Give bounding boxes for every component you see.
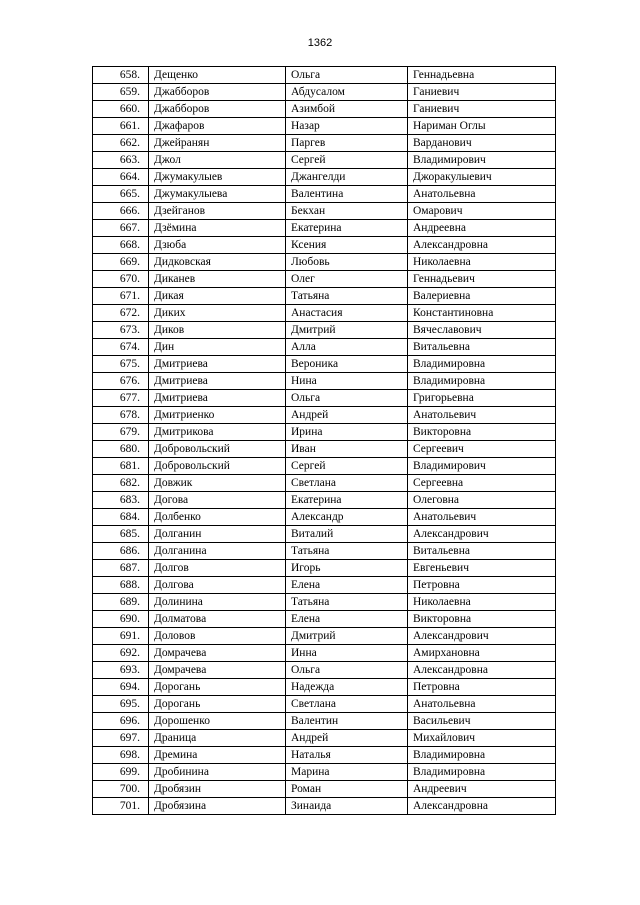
- surname-cell: Дробязин: [149, 781, 286, 798]
- surname-cell: Долинина: [149, 594, 286, 611]
- surname-cell: Долганина: [149, 543, 286, 560]
- patronymic-cell: Петровна: [408, 577, 556, 594]
- table-row: [93, 628, 556, 645]
- table-row: [93, 169, 556, 186]
- table-row: [93, 560, 556, 577]
- row-number-cell: 695.: [93, 696, 149, 713]
- table-row: [93, 424, 556, 441]
- row-number-cell: 686.: [93, 543, 149, 560]
- table-row: [93, 135, 556, 152]
- first-name-cell: Паргев: [286, 135, 408, 152]
- row-number-cell: 675.: [93, 356, 149, 373]
- first-name-cell: Ксения: [286, 237, 408, 254]
- surname-cell: Дикая: [149, 288, 286, 305]
- patronymic-cell: Геннадьевич: [408, 271, 556, 288]
- row-number-cell: 684.: [93, 509, 149, 526]
- first-name-cell: Дмитрий: [286, 628, 408, 645]
- patronymic-cell: Владимирович: [408, 152, 556, 169]
- patronymic-cell: Валериевна: [408, 288, 556, 305]
- patronymic-cell: Анатольевна: [408, 186, 556, 203]
- table-row: [93, 288, 556, 305]
- row-number-cell: 691.: [93, 628, 149, 645]
- table-row: [93, 186, 556, 203]
- first-name-cell: Наталья: [286, 747, 408, 764]
- surname-cell: Дзюба: [149, 237, 286, 254]
- first-name-cell: Абдусалом: [286, 84, 408, 101]
- patronymic-cell: Сергеевич: [408, 441, 556, 458]
- patronymic-cell: Викторовна: [408, 611, 556, 628]
- row-number-cell: 674.: [93, 339, 149, 356]
- patronymic-cell: Джоракулыевич: [408, 169, 556, 186]
- table-row: [93, 220, 556, 237]
- first-name-cell: Назар: [286, 118, 408, 135]
- table-row: [93, 203, 556, 220]
- table-row: [93, 118, 556, 135]
- patronymic-cell: Петровна: [408, 679, 556, 696]
- table-row: [93, 577, 556, 594]
- first-name-cell: Иван: [286, 441, 408, 458]
- table-row: [93, 764, 556, 781]
- first-name-cell: Джангелди: [286, 169, 408, 186]
- first-name-cell: Елена: [286, 577, 408, 594]
- patronymic-cell: Олеговна: [408, 492, 556, 509]
- first-name-cell: Азимбой: [286, 101, 408, 118]
- row-number-cell: 697.: [93, 730, 149, 747]
- surname-cell: Джумакулыев: [149, 169, 286, 186]
- patronymic-cell: Константиновна: [408, 305, 556, 322]
- surname-cell: Долбенко: [149, 509, 286, 526]
- first-name-cell: Валентин: [286, 713, 408, 730]
- surname-cell: Домрачева: [149, 645, 286, 662]
- table-row: [93, 407, 556, 424]
- table-row: [93, 237, 556, 254]
- patronymic-cell: Нариман Оглы: [408, 118, 556, 135]
- first-name-cell: Дмитрий: [286, 322, 408, 339]
- first-name-cell: Татьяна: [286, 288, 408, 305]
- patronymic-cell: Владимировна: [408, 373, 556, 390]
- table-row: [93, 509, 556, 526]
- patronymic-cell: Александровна: [408, 662, 556, 679]
- patronymic-cell: Александровна: [408, 237, 556, 254]
- first-name-cell: Сергей: [286, 152, 408, 169]
- table-row: [93, 713, 556, 730]
- surname-cell: Добровольский: [149, 458, 286, 475]
- first-name-cell: Алла: [286, 339, 408, 356]
- first-name-cell: Зинаида: [286, 798, 408, 815]
- patronymic-cell: Ганиевич: [408, 101, 556, 118]
- patronymic-cell: Амирхановна: [408, 645, 556, 662]
- row-number-cell: 696.: [93, 713, 149, 730]
- row-number-cell: 660.: [93, 101, 149, 118]
- table-row: [93, 101, 556, 118]
- row-number-cell: 677.: [93, 390, 149, 407]
- surname-cell: Долганин: [149, 526, 286, 543]
- table-row: [93, 526, 556, 543]
- table-row: [93, 271, 556, 288]
- row-number-cell: 698.: [93, 747, 149, 764]
- row-number-cell: 671.: [93, 288, 149, 305]
- surname-cell: Долматова: [149, 611, 286, 628]
- first-name-cell: Екатерина: [286, 492, 408, 509]
- patronymic-cell: Анатольевич: [408, 509, 556, 526]
- first-name-cell: Екатерина: [286, 220, 408, 237]
- table-row: [93, 441, 556, 458]
- table-row: [93, 679, 556, 696]
- surname-cell: Диков: [149, 322, 286, 339]
- first-name-cell: Бекхан: [286, 203, 408, 220]
- surname-cell: Долгов: [149, 560, 286, 577]
- row-number-cell: 688.: [93, 577, 149, 594]
- first-name-cell: Светлана: [286, 475, 408, 492]
- patronymic-cell: Сергеевна: [408, 475, 556, 492]
- first-name-cell: Александр: [286, 509, 408, 526]
- surname-cell: Довжик: [149, 475, 286, 492]
- surname-cell: Дмитриева: [149, 373, 286, 390]
- surname-cell: Джабборов: [149, 101, 286, 118]
- table-row: [93, 781, 556, 798]
- first-name-cell: Игорь: [286, 560, 408, 577]
- first-name-cell: Валентина: [286, 186, 408, 203]
- surname-cell: Диких: [149, 305, 286, 322]
- surname-cell: Диканев: [149, 271, 286, 288]
- table-row: [93, 254, 556, 271]
- row-number-cell: 662.: [93, 135, 149, 152]
- row-number-cell: 679.: [93, 424, 149, 441]
- table-row: [93, 84, 556, 101]
- table-row: [93, 594, 556, 611]
- row-number-cell: 659.: [93, 84, 149, 101]
- patronymic-cell: Владимирович: [408, 458, 556, 475]
- first-name-cell: Любовь: [286, 254, 408, 271]
- row-number-cell: 682.: [93, 475, 149, 492]
- first-name-cell: Надежда: [286, 679, 408, 696]
- row-number-cell: 670.: [93, 271, 149, 288]
- surname-cell: Драница: [149, 730, 286, 747]
- table-row: [93, 611, 556, 628]
- table-row: [93, 475, 556, 492]
- row-number-cell: 685.: [93, 526, 149, 543]
- patronymic-cell: Владимировна: [408, 764, 556, 781]
- table-row: [93, 798, 556, 815]
- patronymic-cell: Александрович: [408, 526, 556, 543]
- row-number-cell: 701.: [93, 798, 149, 815]
- first-name-cell: Андрей: [286, 730, 408, 747]
- row-number-cell: 694.: [93, 679, 149, 696]
- patronymic-cell: Анатольевич: [408, 407, 556, 424]
- table-row: [93, 152, 556, 169]
- first-name-cell: Ольга: [286, 390, 408, 407]
- table-row: [93, 645, 556, 662]
- first-name-cell: Татьяна: [286, 594, 408, 611]
- patronymic-cell: Омарович: [408, 203, 556, 220]
- first-name-cell: Сергей: [286, 458, 408, 475]
- patronymic-cell: Александровна: [408, 798, 556, 815]
- patronymic-cell: Владимировна: [408, 356, 556, 373]
- surname-cell: Дмитрикова: [149, 424, 286, 441]
- row-number-cell: 673.: [93, 322, 149, 339]
- table-row: [93, 747, 556, 764]
- surname-cell: Доловов: [149, 628, 286, 645]
- first-name-cell: Нина: [286, 373, 408, 390]
- patronymic-cell: Евгеньевич: [408, 560, 556, 577]
- table-row: [93, 730, 556, 747]
- row-number-cell: 680.: [93, 441, 149, 458]
- row-number-cell: 665.: [93, 186, 149, 203]
- table-row: [93, 492, 556, 509]
- surname-cell: Джабборов: [149, 84, 286, 101]
- first-name-cell: Инна: [286, 645, 408, 662]
- patronymic-cell: Григорьевна: [408, 390, 556, 407]
- patronymic-cell: Васильевич: [408, 713, 556, 730]
- surname-cell: Дмитриенко: [149, 407, 286, 424]
- surname-cell: Джафаров: [149, 118, 286, 135]
- patronymic-cell: Николаевна: [408, 594, 556, 611]
- patronymic-cell: Витальевна: [408, 339, 556, 356]
- surname-cell: Дорогань: [149, 679, 286, 696]
- table-row: [93, 67, 556, 84]
- surname-cell: Дмитриева: [149, 356, 286, 373]
- patronymic-cell: Вячеславович: [408, 322, 556, 339]
- roster-body: [93, 67, 556, 815]
- row-number-cell: 687.: [93, 560, 149, 577]
- row-number-cell: 689.: [93, 594, 149, 611]
- first-name-cell: Роман: [286, 781, 408, 798]
- first-name-cell: Анастасия: [286, 305, 408, 322]
- row-number-cell: 666.: [93, 203, 149, 220]
- patronymic-cell: Андреевна: [408, 220, 556, 237]
- surname-cell: Добровольский: [149, 441, 286, 458]
- row-number-cell: 667.: [93, 220, 149, 237]
- first-name-cell: Ольга: [286, 67, 408, 84]
- row-number-cell: 661.: [93, 118, 149, 135]
- table-row: [93, 662, 556, 679]
- surname-cell: Дорогань: [149, 696, 286, 713]
- surname-cell: Джол: [149, 152, 286, 169]
- surname-cell: Дидковская: [149, 254, 286, 271]
- row-number-cell: 699.: [93, 764, 149, 781]
- surname-cell: Догова: [149, 492, 286, 509]
- page-number: 1362: [307, 37, 333, 49]
- surname-cell: Дзейганов: [149, 203, 286, 220]
- row-number-cell: 658.: [93, 67, 149, 84]
- roster-table: [92, 66, 556, 815]
- patronymic-cell: Александрович: [408, 628, 556, 645]
- row-number-cell: 676.: [93, 373, 149, 390]
- patronymic-cell: Варданович: [408, 135, 556, 152]
- row-number-cell: 663.: [93, 152, 149, 169]
- row-number-cell: 678.: [93, 407, 149, 424]
- surname-cell: Домрачева: [149, 662, 286, 679]
- surname-cell: Дещенко: [149, 67, 286, 84]
- first-name-cell: Елена: [286, 611, 408, 628]
- surname-cell: Долгова: [149, 577, 286, 594]
- row-number-cell: 681.: [93, 458, 149, 475]
- patronymic-cell: Михайлович: [408, 730, 556, 747]
- first-name-cell: Вероника: [286, 356, 408, 373]
- row-number-cell: 668.: [93, 237, 149, 254]
- table-row: [93, 322, 556, 339]
- table-row: [93, 305, 556, 322]
- first-name-cell: Ирина: [286, 424, 408, 441]
- first-name-cell: Олег: [286, 271, 408, 288]
- patronymic-cell: Витальевна: [408, 543, 556, 560]
- first-name-cell: Ольга: [286, 662, 408, 679]
- surname-cell: Дмитриева: [149, 390, 286, 407]
- table-row: [93, 696, 556, 713]
- table-row: [93, 458, 556, 475]
- first-name-cell: Светлана: [286, 696, 408, 713]
- row-number-cell: 692.: [93, 645, 149, 662]
- row-number-cell: 690.: [93, 611, 149, 628]
- patronymic-cell: Андреевич: [408, 781, 556, 798]
- first-name-cell: Андрей: [286, 407, 408, 424]
- table-row: [93, 390, 556, 407]
- row-number-cell: 664.: [93, 169, 149, 186]
- surname-cell: Дробинина: [149, 764, 286, 781]
- patronymic-cell: Владимировна: [408, 747, 556, 764]
- patronymic-cell: Анатольевна: [408, 696, 556, 713]
- row-number-cell: 672.: [93, 305, 149, 322]
- row-number-cell: 693.: [93, 662, 149, 679]
- patronymic-cell: Геннадьевна: [408, 67, 556, 84]
- first-name-cell: Татьяна: [286, 543, 408, 560]
- patronymic-cell: Викторовна: [408, 424, 556, 441]
- surname-cell: Дремина: [149, 747, 286, 764]
- table-row: [93, 339, 556, 356]
- surname-cell: Дин: [149, 339, 286, 356]
- surname-cell: Джумакулыева: [149, 186, 286, 203]
- row-number-cell: 669.: [93, 254, 149, 271]
- table-row: [93, 543, 556, 560]
- surname-cell: Дорошенко: [149, 713, 286, 730]
- surname-cell: Дзёмина: [149, 220, 286, 237]
- row-number-cell: 700.: [93, 781, 149, 798]
- table-row: [93, 356, 556, 373]
- patronymic-cell: Николаевна: [408, 254, 556, 271]
- row-number-cell: 683.: [93, 492, 149, 509]
- surname-cell: Джейранян: [149, 135, 286, 152]
- first-name-cell: Виталий: [286, 526, 408, 543]
- first-name-cell: Марина: [286, 764, 408, 781]
- surname-cell: Дробязина: [149, 798, 286, 815]
- patronymic-cell: Ганиевич: [408, 84, 556, 101]
- table-row: [93, 373, 556, 390]
